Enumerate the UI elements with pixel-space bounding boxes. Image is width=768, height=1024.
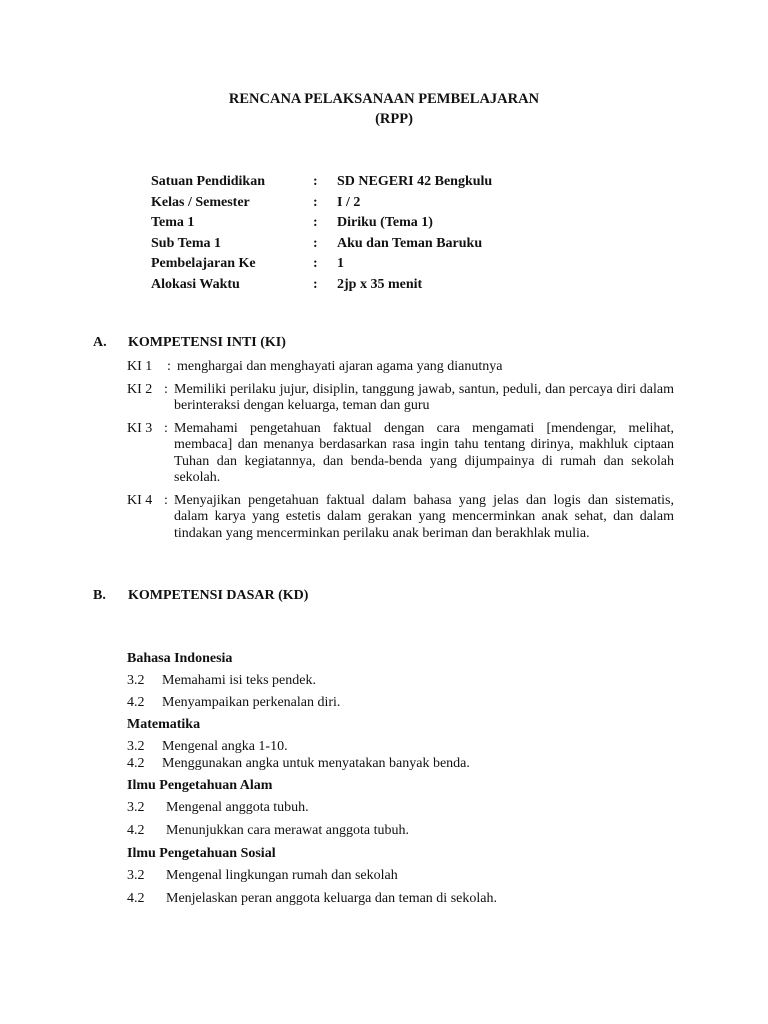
ki-text: Memiliki perilaku jujur, disiplin, tanggung jawab, santun, peduli, dan percaya diri dalam berinteraksi dengan keluarga, teman dan guru	[174, 381, 674, 413]
identity-value: Aku dan Teman Baruku	[337, 235, 483, 251]
kd-number: 3.2	[127, 739, 145, 754]
section-title: KOMPETENSI INTI (KI)	[128, 335, 286, 350]
subject-heading: Matematika	[127, 717, 201, 732]
ki-label: KI 3	[127, 420, 153, 436]
identity-key: Satuan Pendidikan	[151, 174, 265, 189]
ki-text: Menyajikan pengetahuan faktual dalam bahasa yang jelas dan logis dan sistematis, dalam karya yang estetis dalam gerakan yang mencerminkan anak sehat, dan dalam tindakan yang mencerminkan perilaku anak beriman dan berakhlak mulia.	[174, 492, 674, 541]
kd-text: Mengenal lingkungan rumah dan sekolah	[166, 868, 398, 883]
identity-colon: :	[313, 276, 318, 292]
identity-key: Sub Tema 1	[151, 235, 222, 251]
ki-item	[127, 359, 674, 376]
kd-number: 4.2	[127, 695, 145, 710]
kd-item	[127, 672, 687, 694]
kd-text: Menjelaskan peran anggota keluarga dan teman di sekolah.	[166, 891, 497, 906]
document-subtitle: (RPP)	[375, 111, 413, 127]
section-letter: A.	[93, 335, 107, 350]
ki-label: KI 1	[127, 359, 153, 374]
kd-text: Menyampaikan perkenalan diri.	[162, 695, 341, 710]
ki-label: KI 4	[127, 492, 153, 508]
kd-item	[127, 799, 687, 822]
subject-heading: Bahasa Indonesia	[127, 651, 233, 666]
identity-key: Alokasi Waktu	[151, 276, 240, 292]
kd-text: Memahami isi teks pendek.	[162, 673, 316, 688]
ki-item	[127, 421, 674, 487]
kd-item	[127, 890, 687, 913]
ki-item	[127, 493, 674, 543]
kd-item	[127, 738, 687, 755]
ki-text: Memahami pengetahuan faktual dengan cara mengamati [mendengar, melihat, membaca] dan menanya berdasarkan rasa ingin tahu tentang dirinya, makhluk ciptaan Tuhan dan kegiatannya, dan benda-benda yang dijumpainya di rumah dan sekolah sekolah.	[174, 420, 674, 485]
ki-list	[127, 359, 674, 548]
identity-colon: :	[313, 194, 318, 210]
kd-number: 4.2	[127, 756, 145, 771]
identity-value: SD NEGERI 42 Bengkulu	[337, 174, 493, 189]
kd-item	[127, 822, 687, 845]
ki-colon: :	[167, 359, 171, 374]
identity-colon: :	[313, 256, 318, 271]
kd-number: 4.2	[127, 823, 145, 838]
kd-item	[127, 755, 687, 777]
section-letter: B.	[93, 588, 106, 603]
ki-text: menghargai dan menghayati ajaran agama yang dianutnya	[177, 359, 503, 374]
identity-colon: :	[313, 215, 318, 230]
identity-value: 1	[337, 256, 344, 271]
identity-value: 2jp x 35 menit	[337, 276, 423, 292]
kd-number: 4.2	[127, 891, 145, 906]
identity-colon: :	[313, 235, 318, 251]
ki-item	[127, 382, 674, 415]
identity-key: Kelas / Semester	[151, 194, 250, 210]
kd-number: 3.2	[127, 800, 145, 815]
identity-colon: :	[313, 174, 318, 189]
identity-key: Tema 1	[151, 215, 195, 230]
ki-colon: :	[164, 381, 168, 397]
kd-text: Menunjukkan cara merawat anggota tubuh.	[166, 823, 409, 838]
kd-number: 3.2	[127, 868, 145, 883]
ki-colon: :	[164, 420, 168, 436]
document-title: RENCANA PELAKSANAAN PEMBELAJARAN	[228, 91, 540, 107]
kd-text: Mengenal angka 1-10.	[162, 739, 288, 754]
subject-heading: Ilmu Pengetahuan Sosial	[127, 846, 276, 861]
ki-colon: :	[164, 492, 168, 508]
kd-text: Menggunakan angka untuk menyatakan banyak benda.	[162, 756, 470, 771]
identity-value: I / 2	[337, 194, 361, 210]
section-title: KOMPETENSI DASAR (KD)	[128, 588, 309, 603]
kd-item	[127, 867, 687, 890]
kd-number: 3.2	[127, 673, 145, 688]
kd-text: Mengenal anggota tubuh.	[166, 800, 309, 815]
ki-label: KI 2	[127, 381, 153, 397]
kd-item	[127, 694, 687, 716]
subject-heading: Ilmu Pengetahuan Alam	[127, 778, 273, 793]
kd-list	[127, 650, 687, 913]
identity-key: Pembelajaran Ke	[151, 256, 256, 271]
identity-value: Diriku (Tema 1)	[337, 215, 433, 230]
